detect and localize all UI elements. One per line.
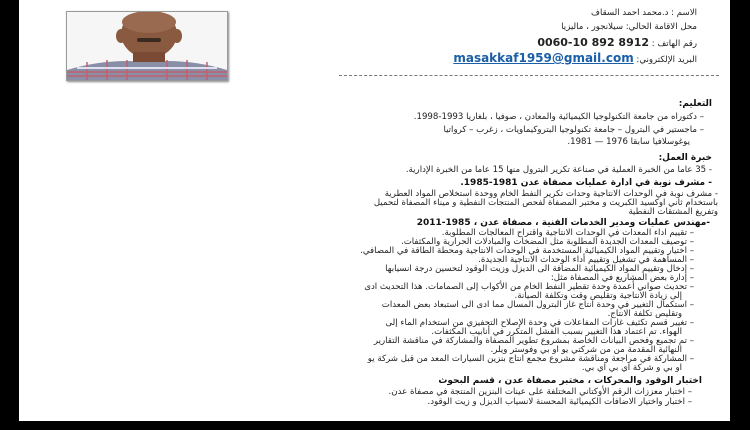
engineer-item: – إدارة بعض المشاريع في المصفاة مثل: <box>550 273 694 283</box>
education-item-cont: يوغوسلافيا سابقا 1976 — 1981. <box>567 137 690 147</box>
profile-photo <box>66 11 228 81</box>
engineer-item: – تقييم اداء المعدات في الوحدات الانتاجية واقتراح المعالجات المطلوبة. <box>441 228 694 238</box>
engineer-item: – المساهمة في تشغيل وتقييم أداء الوحدات الانتاجية الجديدة. <box>478 255 694 265</box>
divider <box>339 75 719 76</box>
phone-label: رقم الهاتف : <box>649 39 697 49</box>
engineer-item-cont: وتقليص تكلفة الانتاج. <box>607 309 682 319</box>
fuel-testing-heading: اختبار الوقود والمحركات ، مختبر مصفاة عدن ، قسم البحوث <box>438 376 702 386</box>
education-item: – ماجستير في البترول – جامعة تكنولوجيا البتروكيماويات ، زغرب – كرواتيا <box>443 125 704 135</box>
experience-heading: خبرة العمل: <box>658 153 712 163</box>
experience-summary: - 35 عاما من الخبرة العملية في صناعة تكرير البترول منها 15 عاما من الخبرة الإدارية. <box>405 165 712 175</box>
engineer-item: – اختيار وتقييم المواد الكيميائية المستخدمة في الوحدات الانتاجية ومحطة الطاقة في المصافي. <box>360 246 694 256</box>
fuel-testing-item: – اختبار واختيار الاضافات الكيميائية المحسنة لانسياب الديزل و زيت الوقود. <box>427 397 692 407</box>
email-label: البريد الإلكتروني: <box>633 55 697 65</box>
education-heading: التعليم: <box>678 99 712 109</box>
engineer-item: – المشاركة في مراجعة ومناقشة مشروع مجمع انتاج بنزين السيارات المعد من قبل شركة يو <box>367 354 694 364</box>
cv-page <box>19 0 730 421</box>
engineer-item-cont: او بي و شركة اي بي اي بي. <box>581 363 682 373</box>
fuel-testing-item: – اختبار معززات الرقم الأوكتاني المختلفة على عينات البنزين المنتجة في مصفاة عدن. <box>388 387 692 397</box>
engineer-item: – تغيير قسم تكثيف غازات المفاعلات في وحدة الإصلاح التحفيزي من استخدام الماء إلى <box>385 318 694 328</box>
shift-desc-line: باستخدام ثاني اوكسيد الكبريت و مختبر المصفاة لفحص المنتجات النفطية و ميناء المصفاة لتحميل <box>373 198 718 208</box>
shift-supervisor-heading: - مشرف نوبة في ادارة عمليات مصفاة عدن 1981-1985. <box>460 178 712 188</box>
engineer-item-cont: إلى زيادة الانتاجية وتقليص وقت وتكلفة الصيانة. <box>514 291 682 301</box>
engineer-item: – إدخال وتقييم المواد الكيميائية المضافة الى الديزل وزيت الوقود لتحسين درجة انسيابها <box>385 264 694 274</box>
email-line <box>453 51 697 67</box>
engineer-item: – استكمال التغيير في وحدة انتاج غاز البترول المسال مما ادى الى استبعاد بعض المعدات <box>381 300 694 310</box>
engineer-item-cont: الهواء. تم اعتماد هذا التغيير بسبب الفشل المتكرر في أنابيب المكثفات. <box>431 327 682 337</box>
email-link[interactable]: masakkaf1959@gmail.com <box>453 51 634 65</box>
engineer-heading: -مهندس عمليات ومدير الخدمات الفنية ، مصفاة عدن ، 1985-2011 <box>416 218 710 228</box>
residence-line: محل الاقامة الحالي: سيلانجور ، ماليزيا <box>561 22 697 32</box>
engineer-item: – تحديث صواني أعمدة وحدة تقطير النفط الخام من الأكواب إلى الصمامات. هذا التحديث ادى <box>364 282 694 292</box>
engineer-item: – توصيف المعدات الجديدة المطلوبة مثل المضخات والمبادلات الحرارية والمكثفات. <box>400 237 694 247</box>
phone-number: 0060-10 892 8912 <box>537 36 650 49</box>
name-line: الاسم : د.محمد احمد السقاف <box>591 8 697 18</box>
shift-desc-line: - مشرف نوبة في الوحدات الانتاجية وحدات تكرير النفط الخام ووحدة استخلاص المواد العطرية <box>384 189 718 199</box>
education-item: – دكتوراه من جامعة التكنولوجيا الكيميائية والمعادن ، صوفيا ، بلغاريا 1993-1998. <box>413 112 704 122</box>
engineer-item-cont: النهائية المقدمة من من شركتي يو او بي وفوستر ويلر. <box>490 345 682 355</box>
engineer-item: – تم تجميع وفحص البيانات الخاصة بمشروع تطوير المصفاة والمشاركة في مناقشة التقارير <box>373 336 694 346</box>
phone-line <box>537 37 697 50</box>
shift-desc-line: وتفريغ المشتقات النفطية <box>628 207 718 217</box>
